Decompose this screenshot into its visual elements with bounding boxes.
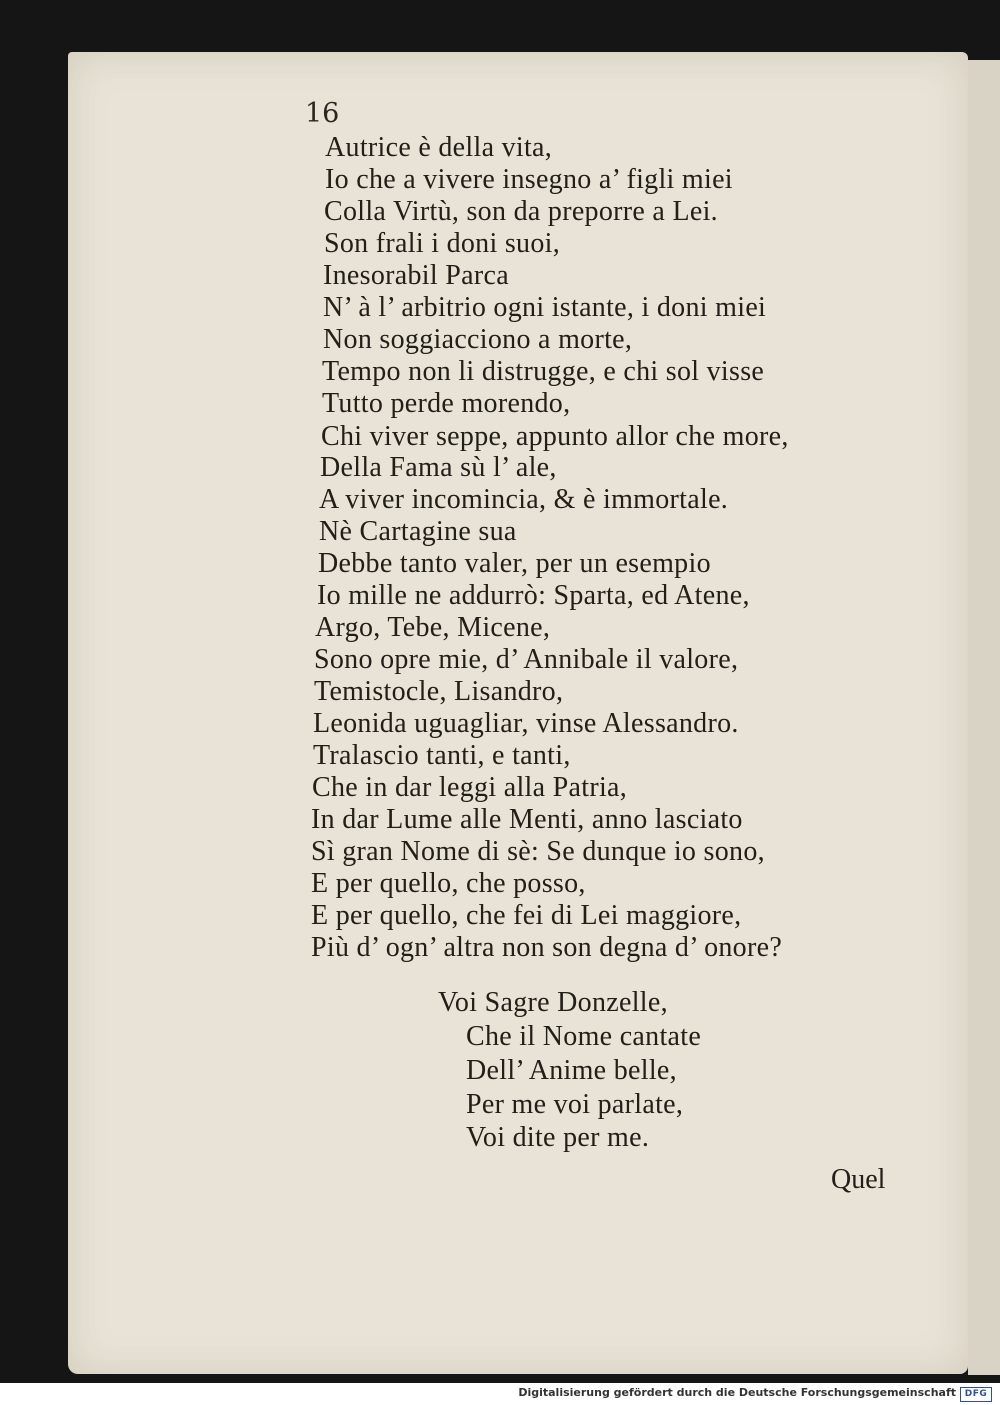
verse-line: Io che a vivere insegno a’ figli miei [325,164,733,195]
stanza-line: Dell’ Anime belle, [466,1055,677,1086]
next-page-edge [968,60,1000,1375]
verse-line: E per quello, che fei di Lei maggiore, [311,900,742,931]
verse-line: Sì gran Nome di sè: Se dunque io sono, [311,836,765,867]
verse-line: Autrice è della vita, [325,132,553,163]
page-number: 16 [305,98,340,129]
stanza-line: Voi Sagre Donzelle, [438,987,668,1018]
stanza-line: Voi dite per me. [466,1122,650,1153]
verse-line: Leonida uguagliar, vinse Alessandro. [313,708,739,739]
verse-line: Son frali i doni suoi, [324,228,561,259]
verse-line: N’ à l’ arbitrio ogni istante, i doni miei [323,292,767,323]
verse-line: Temistocle, Lisandro, [314,676,564,707]
verse-line: E per quello, che posso, [311,868,586,899]
verse-line: Io mille ne addurrò: Sparta, ed Atene, [317,580,750,611]
catchword: Quel [831,1164,886,1195]
verse-line: Sono opre mie, d’ Annibale il valore, [314,644,739,675]
verse-line: A viver incomincia, & è immortale. [319,484,729,515]
verse-line: Tralascio tanti, e tanti, [313,740,571,771]
stanza-line: Che il Nome cantate [466,1021,702,1052]
verse-line: Nè Cartagine sua [319,516,517,547]
verse-line: Inesorabil Parca [323,260,509,291]
verse-line: Chi viver seppe, appunto allor che more, [321,421,789,452]
book-page [68,52,968,1374]
stanza-line: Per me voi parlate, [466,1089,684,1120]
footer-credit-text: Digitalisierung gefördert durch die Deutsche Forschungsgemeinschaft [518,1386,956,1399]
verse-line: Tutto perde morendo, [322,388,571,419]
verse-line: Non soggiacciono a morte, [323,324,633,355]
verse-line: Argo, Tebe, Micene, [315,612,551,643]
dfg-logo-icon: DFG [960,1387,992,1402]
verse-line: Che in dar leggi alla Patria, [312,772,628,803]
verse-line: In dar Lume alle Menti, anno lasciato [311,804,743,835]
verse-line: Della Fama sù l’ ale, [320,452,557,483]
verse-line: Debbe tanto valer, per un esempio [318,548,711,579]
digitization-footer [0,1383,1000,1405]
verse-line: Più d’ ogn’ altra non son degna d’ onore? [311,932,783,963]
verse-line: Tempo non li distrugge, e chi sol visse [322,356,765,387]
verse-line: Colla Virtù, son da preporre a Lei. [324,196,718,227]
